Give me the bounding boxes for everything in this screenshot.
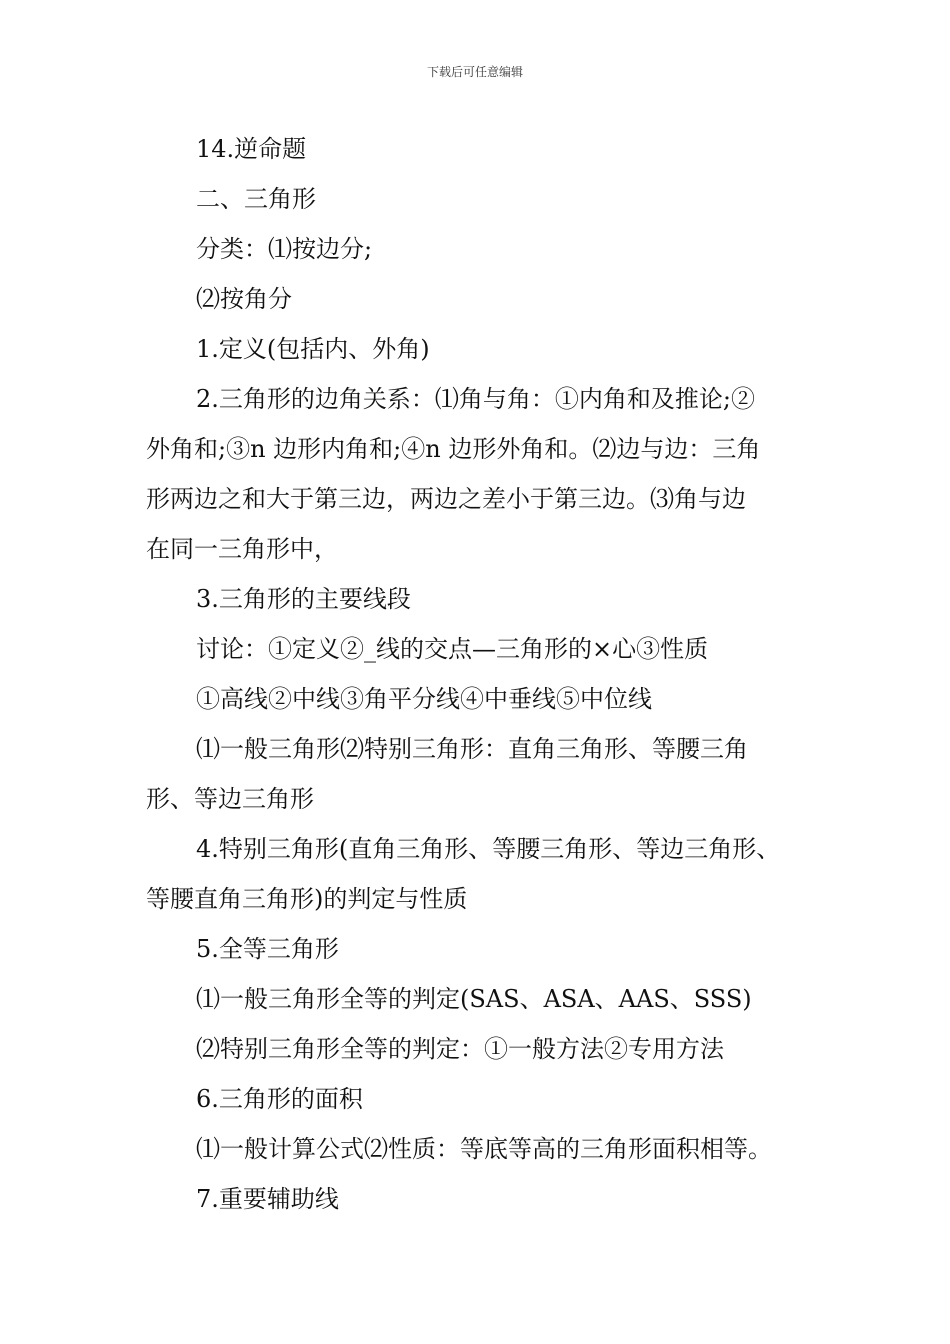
section-heading: 二、三角形: [196, 185, 316, 213]
text-line: 在同一三角形中，: [146, 535, 338, 563]
text-line: 6.三角形的面积: [196, 1085, 363, 1113]
text-line: 外角和;③n 边形内角和;④n 边形外角和。⑵边与边：三角: [146, 435, 761, 463]
text-line: 分类：⑴按边分;: [196, 235, 373, 263]
text-line: ⑴一般三角形⑵特别三角形：直角三角形、等腰三角: [196, 735, 748, 763]
text-line: 2.三角形的边角关系：⑴角与角：①内角和及推论;②: [196, 385, 755, 413]
text-line: 等腰直角三角形)的判定与性质: [146, 885, 468, 913]
text-line: 7.重要辅助线: [196, 1185, 339, 1213]
text-line: 讨论：①定义②_线的交点—三角形的×心③性质: [196, 635, 709, 663]
text-line: 5.全等三角形: [196, 935, 339, 963]
text-line: 1.定义(包括内、外角): [196, 335, 430, 363]
text-line: ⑴一般计算公式⑵性质：等底等高的三角形面积相等。: [196, 1135, 772, 1163]
page-header: 下载后可任意编辑: [426, 65, 523, 79]
text-line: ⑴一般三角形全等的判定(SAS、ASA、AAS、SSS): [196, 985, 752, 1013]
text-line: 4.特别三角形(直角三角形、等腰三角形、等边三角形、: [196, 835, 781, 863]
text-line: ⑵特别三角形全等的判定：①一般方法②专用方法: [196, 1035, 724, 1063]
text-line: 形两边之和大于第三边，两边之差小于第三边。⑶角与边: [146, 485, 746, 513]
text-line: 形、等边三角形: [146, 785, 314, 813]
document-body: [146, 124, 836, 1224]
text-line: ①高线②中线③角平分线④中垂线⑤中位线: [196, 685, 652, 713]
text-line: 14.逆命题: [196, 135, 307, 163]
text-line: 3.三角形的主要线段: [196, 585, 411, 613]
text-line: ⑵按角分: [196, 285, 292, 313]
